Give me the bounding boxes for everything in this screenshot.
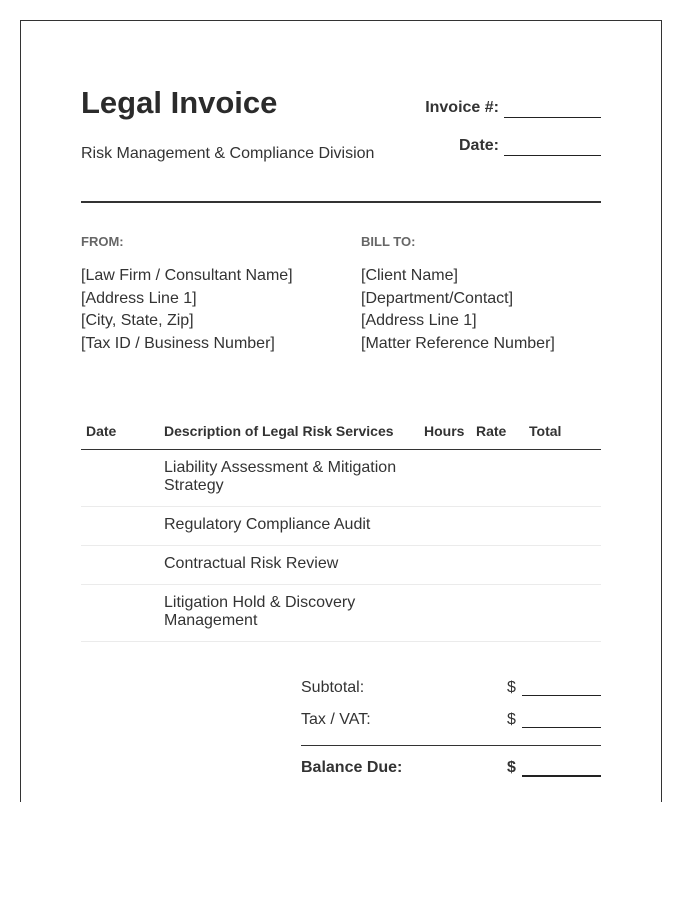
date-field[interactable] xyxy=(504,137,601,156)
table-row-description: Contractual Risk Review xyxy=(164,555,339,572)
col-header-rate: Rate xyxy=(476,423,507,439)
bill-to-label: BILL TO: xyxy=(361,234,416,249)
invoice-sheet xyxy=(20,20,662,802)
invoice-number-field[interactable] xyxy=(504,99,601,118)
from-line: [Address Line 1] xyxy=(81,289,197,307)
invoice-number-label: Invoice #: xyxy=(425,99,499,116)
col-header-date: Date xyxy=(86,423,117,439)
tax-currency: $ xyxy=(507,711,516,728)
tax-field[interactable] xyxy=(522,709,601,728)
header-divider xyxy=(81,201,601,203)
table-header-divider xyxy=(81,449,601,450)
table-row-divider xyxy=(81,545,601,546)
balance-due-field[interactable] xyxy=(522,757,601,777)
col-header-hours: Hours xyxy=(424,423,465,439)
from-line: [City, State, Zip] xyxy=(81,312,194,329)
table-row-description: Liability Assessment & Mitigation Strategy xyxy=(164,459,397,494)
bill-to-line: [Matter Reference Number] xyxy=(361,334,555,352)
subtotal-field[interactable] xyxy=(522,677,601,696)
col-header-description: Description of Legal Risk Services xyxy=(164,423,394,439)
totals-divider xyxy=(301,745,601,746)
bill-to-line: [Client Name] xyxy=(361,267,458,284)
invoice-title: Legal Invoice xyxy=(81,85,278,120)
from-line: [Tax ID / Business Number] xyxy=(81,334,275,352)
balance-due-label: Balance Due: xyxy=(301,759,403,776)
table-row-divider xyxy=(81,641,601,642)
from-line: [Law Firm / Consultant Name] xyxy=(81,267,293,284)
table-row-description: Litigation Hold & Discovery Management xyxy=(164,594,356,629)
from-label: FROM: xyxy=(81,234,124,249)
tax-label: Tax / VAT: xyxy=(301,711,371,728)
col-header-total: Total xyxy=(529,423,562,439)
table-row-description: Regulatory Compliance Audit xyxy=(164,516,371,533)
table-row-divider xyxy=(81,506,601,507)
table-row-divider xyxy=(81,584,601,585)
subtotal-label: Subtotal: xyxy=(301,679,365,696)
bill-to-address xyxy=(361,265,555,355)
balance-currency: $ xyxy=(507,759,516,776)
bill-to-line: [Department/Contact] xyxy=(361,289,514,307)
date-label: Date: xyxy=(458,137,499,154)
bill-to-line: [Address Line 1] xyxy=(361,312,477,329)
subtotal-currency: $ xyxy=(507,679,516,696)
from-address xyxy=(81,265,293,355)
invoice-subtitle: Risk Management & Compliance Division xyxy=(81,145,375,162)
